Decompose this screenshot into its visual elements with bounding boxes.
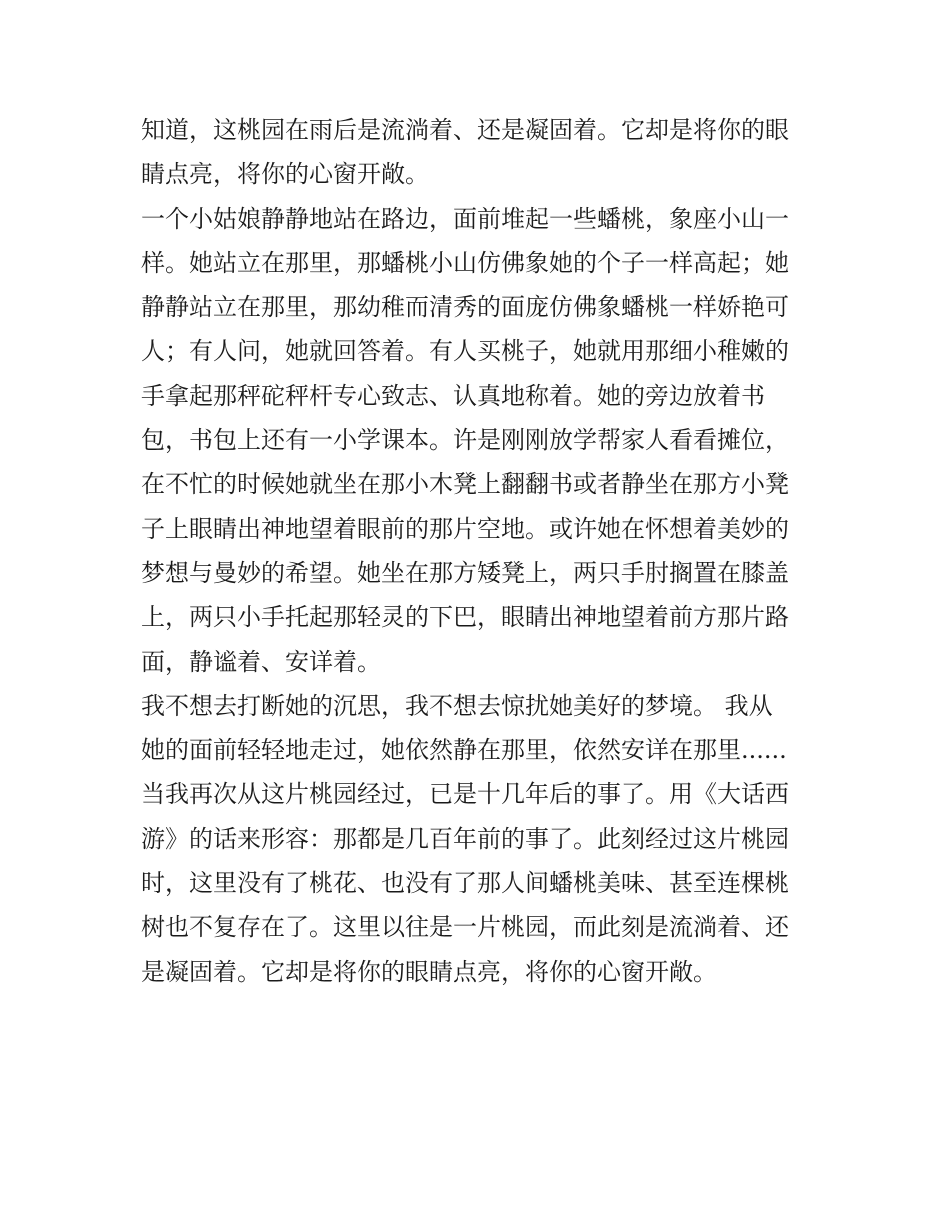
text-line: 人；有人问，她就回答着。有人买桃子，她就用那细小稚嫩的: [141, 337, 789, 366]
text-line: 样。她站立在那里，那蟠桃小山仿佛象她的个子一样高起；她: [141, 248, 789, 277]
text-line: 知道，这桃园在雨后是流淌着、还是凝固着。它却是将你的眼: [141, 116, 789, 144]
text-line: 上，两只小手托起那轻灵的下巴，眼睛出神地望着前方那片路: [141, 603, 789, 632]
text-line: 睛点亮，将你的心窗开敞。: [141, 160, 429, 189]
text-line: 手拿起那秤砣秤杆专心致志、认真地称着。她的旁边放着书: [141, 381, 765, 410]
text-line: 游》的话来形容：那都是几百年前的事了。此刻经过这片桃园: [141, 824, 789, 853]
text-line: 子上眼睛出神地望着眼前的那片空地。或许她在怀想着美妙的: [141, 514, 789, 543]
text-line: 面，静谧着、安详着。: [141, 647, 381, 676]
text-line: 一个小姑娘静静地站在路边，面前堆起一些蟠桃，象座小山一: [141, 204, 789, 233]
text-line: 当我再次从这片桃园经过，已是十几年后的事了。用《大话西: [141, 780, 789, 809]
text-line: 树也不复存在了。这里以往是一片桃园，而此刻是流淌着、还: [141, 913, 789, 942]
text-line: 时，这里没有了桃花、也没有了那人间蟠桃美味、甚至连棵桃: [141, 869, 789, 898]
text-line: 是凝固着。它却是将你的眼睛点亮，将你的心窗开敞。: [141, 957, 717, 986]
text-line: 她的面前轻轻地走过，她依然静在那里，依然安详在那里......: [141, 736, 787, 765]
text-line: 梦想与曼妙的希望。她坐在那方矮凳上，两只手肘搁置在膝盖: [141, 558, 789, 587]
text-line: 静静站立在那里，那幼稚而清秀的面庞仿佛象蟠桃一样娇艳可: [141, 293, 789, 322]
text-line: 包，书包上还有一小学课本。许是刚刚放学帮家人看看摊位，: [141, 426, 789, 455]
text-line: 在不忙的时候她就坐在那小木凳上翻翻书或者静坐在那方小凳: [141, 470, 789, 499]
body-text: [141, 108, 813, 994]
text-line: 我不想去打断她的沉思，我不想去惊扰她美好的梦境。 我从: [141, 691, 773, 720]
